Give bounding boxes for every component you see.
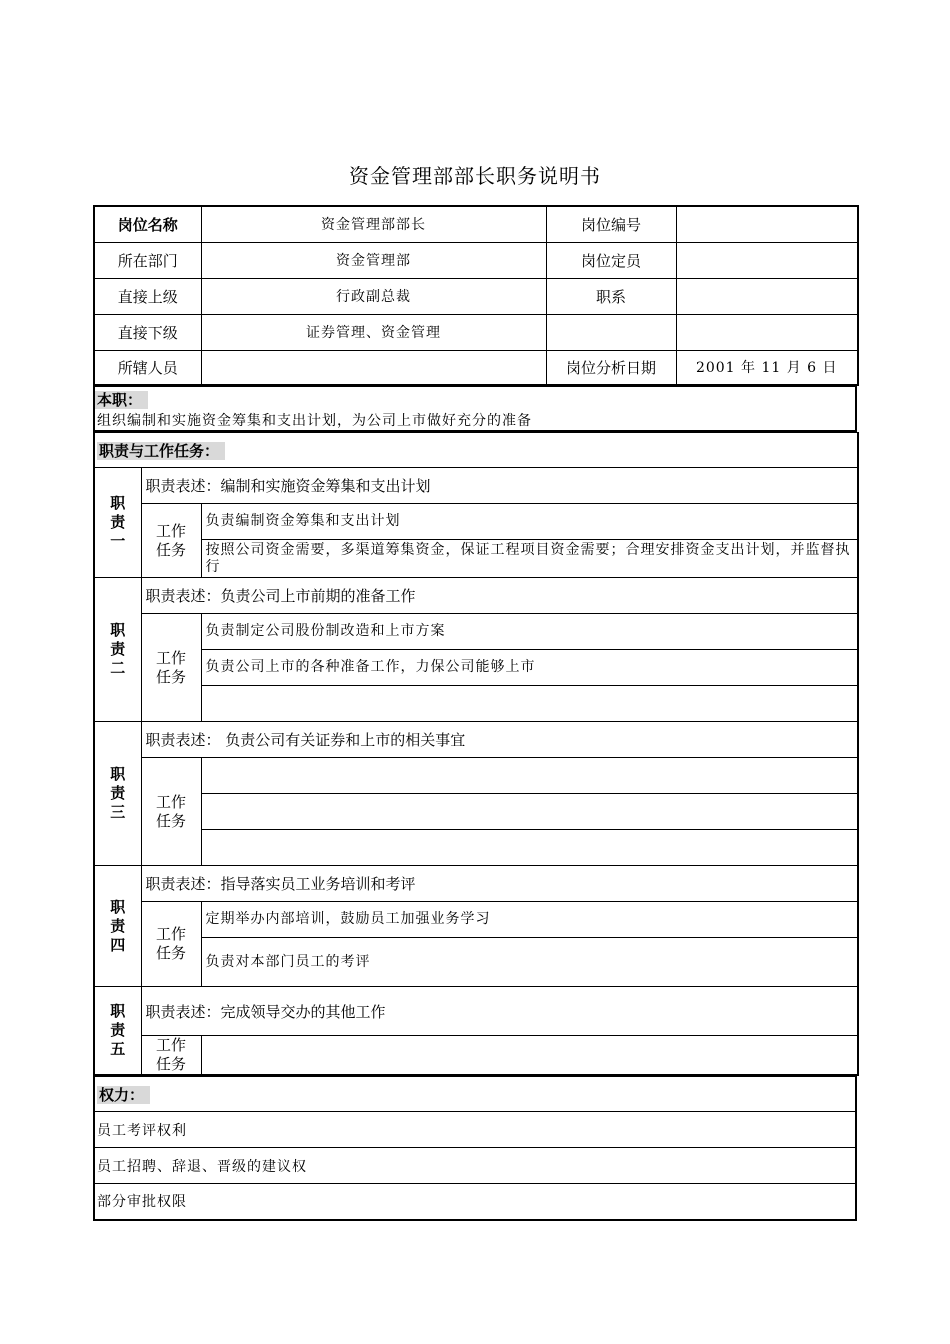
task-item: 定期举办内部培训，鼓励员工加强业务学习: [201, 902, 858, 938]
task-label: 工作 任务: [141, 1036, 201, 1076]
task-item: 按照公司资金需要，多渠道筹集资金，保证工程项目资金需要；合理安排资金支出计划，并监督执行: [201, 540, 858, 578]
info-value: [676, 242, 858, 278]
task-item: [201, 1036, 858, 1076]
duty-label: 职 责 三: [94, 722, 141, 866]
task-label: 工作 任务: [141, 504, 201, 578]
info-value: 资金管理部部长: [201, 206, 546, 242]
info-label: 所辖人员: [94, 350, 201, 385]
job-description-sheet: [93, 205, 857, 1221]
duties-label: 职责与工作任务：: [97, 442, 225, 460]
document-title: 资金管理部部长职务说明书: [349, 164, 601, 188]
info-value: [201, 350, 546, 385]
info-label: 直接上级: [94, 278, 201, 314]
info-value: 行政副总裁: [201, 278, 546, 314]
info-label: 岗位编号: [546, 206, 676, 242]
benzhi-section: [93, 386, 857, 432]
power-section: [93, 1076, 857, 1221]
benzhi-text: 组织编制和实施资金筹集和支出计划，为公司上市做好充分的准备: [97, 413, 532, 429]
duty-description: 职责表述：指导落实员工业务培训和考评: [141, 866, 858, 902]
task-label: 工作 任务: [141, 614, 201, 722]
power-item: 员工考评权利: [94, 1112, 856, 1148]
info-label: 所在部门: [94, 242, 201, 278]
power-label: 权力：: [97, 1086, 150, 1104]
task-item: 负责对本部门员工的考评: [201, 938, 858, 987]
power-item: 部分审批权限: [94, 1184, 856, 1220]
duties-section: [93, 432, 859, 1076]
info-value: [676, 278, 858, 314]
task-item: [201, 830, 858, 866]
info-value: 资金管理部: [201, 242, 546, 278]
info-label: 岗位定员: [546, 242, 676, 278]
task-item: [201, 758, 858, 794]
power-item: 员工招聘、辞退、晋级的建议权: [94, 1148, 856, 1184]
info-value: 证券管理、资金管理: [201, 314, 546, 350]
info-value: [676, 314, 858, 350]
task-label: 工作 任务: [141, 902, 201, 987]
task-item: 负责公司上市的各种准备工作，力保公司能够上市: [201, 650, 858, 686]
info-label: 岗位名称: [94, 206, 201, 242]
task-item: [201, 686, 858, 722]
benzhi-label: 本职：: [95, 391, 148, 409]
task-item: 负责编制资金筹集和支出计划: [201, 504, 858, 540]
task-item: 负责制定公司股份制改造和上市方案: [201, 614, 858, 650]
task-label: 工作 任务: [141, 758, 201, 866]
info-value: [676, 206, 858, 242]
duty-description: 职责表述：完成领导交办的其他工作: [141, 987, 858, 1036]
duty-description: 职责表述： 负责公司有关证券和上市的相关事宜: [141, 722, 858, 758]
info-label: 岗位分析日期: [546, 350, 676, 385]
duty-label: 职 责 五: [94, 987, 141, 1076]
info-label: 职系: [546, 278, 676, 314]
duty-description: 职责表述：编制和实施资金筹集和支出计划: [141, 468, 858, 504]
task-item: [201, 794, 858, 830]
duty-description: 职责表述：负责公司上市前期的准备工作: [141, 578, 858, 614]
info-label: [546, 314, 676, 350]
info-value: 2001 年 11 月 6 日: [676, 350, 858, 385]
duty-label: 职 责 一: [94, 468, 141, 578]
duty-label: 职 责 四: [94, 866, 141, 987]
info-table: [93, 205, 859, 386]
duty-label: 职 责 二: [94, 578, 141, 722]
info-label: 直接下级: [94, 314, 201, 350]
